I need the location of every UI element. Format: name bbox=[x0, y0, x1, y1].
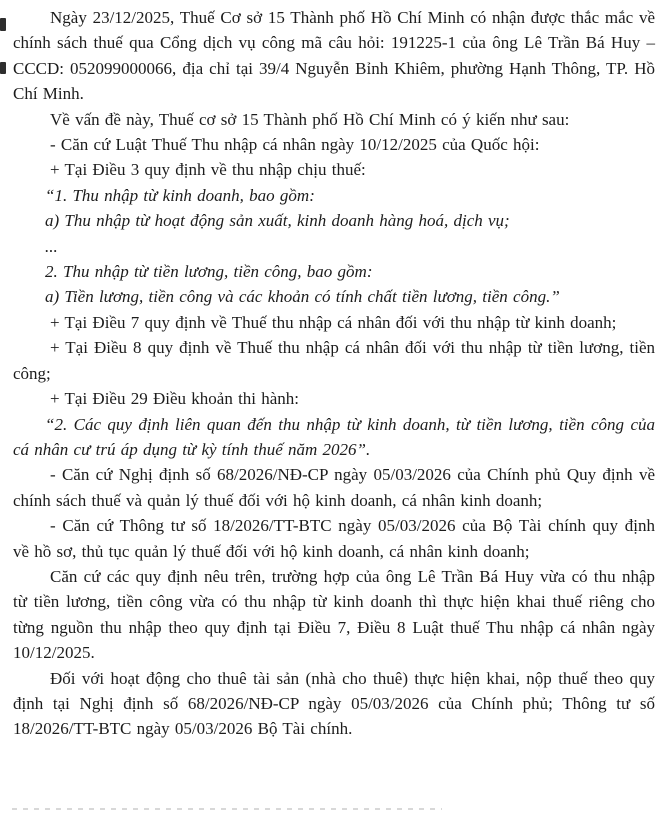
scan-speck-left-second bbox=[0, 62, 6, 74]
paragraph-quote-effective-date: “2. Các quy định liên quan đến thu nhập từ kinh doanh, từ tiền lương, tiền công của cá nhân cư trú áp dụng từ kỳ tính thuế năm 2026”. bbox=[13, 414, 655, 459]
paragraph-quote-income-salary-a: a) Tiền lương, tiền công và các khoản có tính chất tiền lương, tiền công.” bbox=[45, 287, 560, 307]
scan-speck-left-top bbox=[0, 18, 6, 31]
paragraph-intro: Ngày 23/12/2025, Thuế Cơ sở 15 Thành phố Hồ Chí Minh có nhận được thắc mắc về chính sách thuế qua Cổng dịch vụ công mã câu hỏi: 191225-1 của ông Lê Trần Bá Huy – CCCD: 052099000066, địa chỉ tại 39/4 Nguyễn Bỉnh Khiêm, phường Hạnh Thông, TP. Hồ Chí Minh. bbox=[13, 8, 655, 104]
paragraph-article-8: + Tại Điều 8 quy định về Thuế thu nhập cá nhân đối với thu nhập từ tiền lương, tiền công; bbox=[13, 338, 655, 383]
paragraph-legal-basis-law: - Căn cứ Luật Thuế Thu nhập cá nhân ngày 10/12/2025 của Quốc hội: bbox=[50, 135, 540, 155]
paragraph-legal-basis-decree: - Căn cứ Nghị định số 68/2026/NĐ-CP ngày 05/03/2026 của Chính phủ Quy định về chính sách thuế và quản lý thuế đối với hộ kinh doanh, cá nhân kinh doanh; bbox=[13, 465, 655, 510]
paragraph-quote-income-salary: 2. Thu nhập từ tiền lương, tiền công, bao gồm: bbox=[45, 262, 373, 282]
paragraph-article-3: + Tại Điều 3 quy định về thu nhập chịu thuế: bbox=[50, 160, 366, 180]
paragraph-rental-guidance: Đối với hoạt động cho thuê tài sản (nhà cho thuê) thực hiện khai, nộp thuế theo quy định tại Nghị định số 68/2026/NĐ-CP ngày 05/03/2026 của Chính phủ; Thông tư số 18/2026/TT-BTC ngày 05/03/2026 Bộ Tài chính. bbox=[13, 668, 655, 739]
paragraph-opinion-lead: Về vấn đề này, Thuế cơ sở 15 Thành phố Hồ Chí Minh có ý kiến như sau: bbox=[50, 109, 570, 129]
paragraph-quote-ellipsis: ... bbox=[45, 236, 58, 256]
scan-noise-bottom bbox=[12, 808, 442, 810]
paragraph-article-7: + Tại Điều 7 quy định về Thuế thu nhập cá nhân đối với thu nhập từ kinh doanh; bbox=[50, 312, 617, 332]
paragraph-legal-basis-circular: - Căn cứ Thông tư số 18/2026/TT-BTC ngày 05/03/2026 của Bộ Tài chính quy định về hồ sơ, thủ tục quản lý thuế đối với hộ kinh doanh, cá nhân kinh doanh; bbox=[13, 516, 655, 561]
paragraph-conclusion: Căn cứ các quy định nêu trên, trường hợp của ông Lê Trần Bá Huy vừa có thu nhập từ tiền lương, tiền công vừa có thu nhập từ kinh doanh thì thực hiện khai thuế riêng cho từng nguồn thu nhập theo quy định tại Điều 7, Điều 8 Luật thuế Thu nhập cá nhân ngày 10/12/2025. bbox=[13, 566, 655, 663]
paragraph-article-29: + Tại Điều 29 Điều khoản thi hành: bbox=[50, 389, 300, 409]
paragraph-quote-income-business: “1. Thu nhập từ kinh doanh, bao gồm: bbox=[45, 185, 315, 205]
paragraph-quote-income-business-a: a) Thu nhập từ hoạt động sản xuất, kinh doanh hàng hoá, dịch vụ; bbox=[45, 211, 510, 231]
